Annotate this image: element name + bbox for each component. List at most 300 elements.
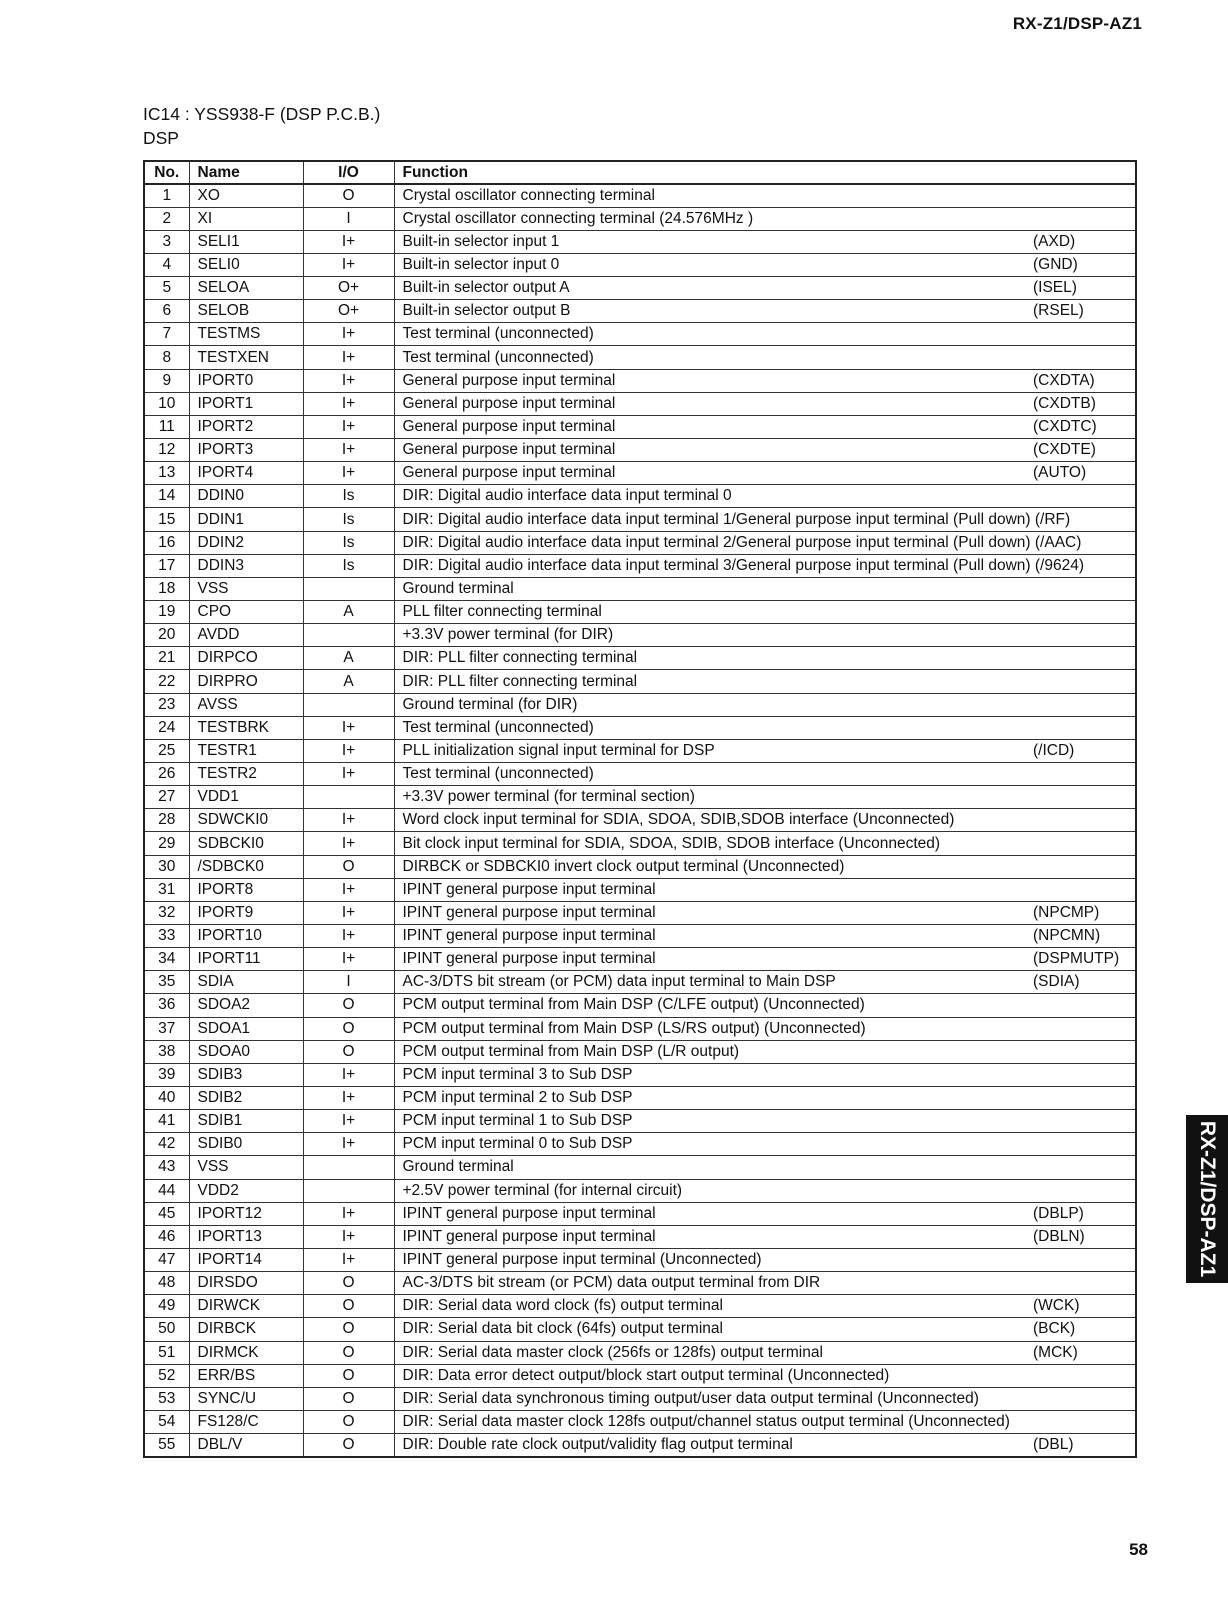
pin-function-wrap xyxy=(403,1205,1128,1223)
pin-io: I+ xyxy=(303,323,394,346)
pin-function-cell xyxy=(394,462,1136,485)
pin-number: 34 xyxy=(144,948,189,971)
pin-function-wrap xyxy=(403,1274,1128,1292)
pin-number: 50 xyxy=(144,1318,189,1341)
table-row xyxy=(144,670,1136,693)
pin-number: 43 xyxy=(144,1156,189,1179)
pin-function-cell xyxy=(394,1017,1136,1040)
pin-number: 47 xyxy=(144,1248,189,1271)
pin-function: DIR: Serial data bit clock (64fs) output terminal xyxy=(402,1320,723,1338)
table-row xyxy=(144,1086,1136,1109)
pin-function-wrap xyxy=(403,626,1128,644)
pin-function: DIR: Data error detect output/block start output terminal (Unconnected) xyxy=(402,1366,890,1384)
pin-function: DIR: Serial data master clock (256fs or 128fs) output terminal xyxy=(402,1343,823,1361)
pin-function-cell xyxy=(394,1341,1136,1364)
table-row xyxy=(144,323,1136,346)
pin-function-cell xyxy=(394,415,1136,438)
pin-io: I xyxy=(303,207,394,230)
table-row xyxy=(144,230,1136,253)
table-row xyxy=(144,1179,1136,1202)
pin-function: DIR: Digital audio interface data input terminal 0 xyxy=(402,487,732,505)
pin-name: SDBCKI0 xyxy=(189,832,303,855)
pin-function-cell xyxy=(394,601,1136,624)
table-row xyxy=(144,878,1136,901)
pin-function-wrap xyxy=(403,1413,1128,1431)
side-tab-label: RX-Z1/DSP-AZ1 xyxy=(1196,1120,1220,1278)
table-row xyxy=(144,485,1136,508)
table-row xyxy=(144,1272,1136,1295)
pin-io: O xyxy=(303,994,394,1017)
table-row xyxy=(144,1434,1136,1457)
pin-signal: (CXDTA) xyxy=(1033,371,1095,389)
pin-name: DIRPRO xyxy=(189,670,303,693)
pin-number: 22 xyxy=(144,670,189,693)
pin-name: CPO xyxy=(189,601,303,624)
pin-number: 11 xyxy=(144,415,189,438)
pin-function-wrap xyxy=(403,1367,1128,1385)
pin-io: A xyxy=(303,670,394,693)
table-row xyxy=(144,1387,1136,1410)
pin-function-cell xyxy=(394,786,1136,809)
pin-io: A xyxy=(303,647,394,670)
pin-io: I+ xyxy=(303,716,394,739)
pin-function-cell xyxy=(394,624,1136,647)
pin-function-cell xyxy=(394,855,1136,878)
pin-function: AC-3/DTS bit stream (or PCM) data output terminal from DIR xyxy=(402,1274,821,1292)
pin-io: I+ xyxy=(303,809,394,832)
pin-number: 4 xyxy=(144,253,189,276)
pin-number: 44 xyxy=(144,1179,189,1202)
pin-name: SDOA0 xyxy=(189,1040,303,1063)
pin-function: DIR: Digital audio interface data input terminal 3/General purpose input terminal (Pull down) (/9624) xyxy=(402,556,1084,574)
table-row xyxy=(144,1318,1136,1341)
pin-name: DIRMCK xyxy=(189,1341,303,1364)
pin-function: General purpose input terminal xyxy=(402,464,616,482)
side-tab xyxy=(1186,1115,1228,1283)
pin-io: O+ xyxy=(303,277,394,300)
pin-function-wrap xyxy=(403,372,1128,390)
pin-number: 36 xyxy=(144,994,189,1017)
pin-function-wrap xyxy=(403,1228,1128,1246)
pin-number: 51 xyxy=(144,1341,189,1364)
pin-number: 46 xyxy=(144,1225,189,1248)
pin-function: PCM input terminal 2 to Sub DSP xyxy=(402,1089,633,1107)
pin-io xyxy=(303,1156,394,1179)
pin-number: 27 xyxy=(144,786,189,809)
pin-name: FS128/C xyxy=(189,1410,303,1433)
pin-function-wrap xyxy=(403,1020,1128,1038)
table-row xyxy=(144,1225,1136,1248)
pin-function-cell xyxy=(394,832,1136,855)
pin-function-wrap xyxy=(403,673,1128,691)
pin-function-wrap xyxy=(403,302,1128,320)
pin-name: SYNC/U xyxy=(189,1387,303,1410)
pin-function: DIR: PLL filter connecting terminal xyxy=(402,649,638,667)
pin-function-wrap xyxy=(403,418,1128,436)
pin-number: 39 xyxy=(144,1063,189,1086)
pin-number: 10 xyxy=(144,392,189,415)
pin-signal: (WCK) xyxy=(1033,1297,1080,1315)
pin-function: DIR: Serial data synchronous timing output/user data output terminal (Unconnected) xyxy=(402,1389,979,1407)
pin-number: 15 xyxy=(144,508,189,531)
table-row xyxy=(144,1410,1136,1433)
pin-function-cell xyxy=(394,1248,1136,1271)
pin-function-table xyxy=(143,160,1137,1458)
pin-function-cell xyxy=(394,716,1136,739)
pin-name: VSS xyxy=(189,577,303,600)
table-row xyxy=(144,832,1136,855)
pin-name: IPORT1 xyxy=(189,392,303,415)
pin-function-wrap xyxy=(403,256,1128,274)
pin-function: PCM input terminal 0 to Sub DSP xyxy=(402,1135,633,1153)
pin-name: SELOB xyxy=(189,300,303,323)
table-row xyxy=(144,1156,1136,1179)
pin-function-wrap xyxy=(403,1320,1128,1338)
pin-io: A xyxy=(303,601,394,624)
pin-name: SDWCKI0 xyxy=(189,809,303,832)
pin-number: 49 xyxy=(144,1295,189,1318)
pin-number: 21 xyxy=(144,647,189,670)
pin-function-wrap xyxy=(403,325,1128,343)
pin-function-wrap xyxy=(403,1158,1128,1176)
pin-function: +3.3V power terminal (for DIR) xyxy=(402,626,614,644)
pin-function-cell xyxy=(394,508,1136,531)
pin-function-cell xyxy=(394,1318,1136,1341)
pin-function-wrap xyxy=(403,187,1128,205)
pin-function: DIR: Double rate clock output/validity flag output terminal xyxy=(402,1435,793,1453)
pin-function-cell xyxy=(394,439,1136,462)
pin-number: 41 xyxy=(144,1110,189,1133)
pin-function: Test terminal (unconnected) xyxy=(402,348,594,366)
pin-name: DDIN1 xyxy=(189,508,303,531)
pin-function-wrap xyxy=(403,557,1128,575)
pin-function-cell xyxy=(394,878,1136,901)
pin-number: 52 xyxy=(144,1364,189,1387)
ic-title: IC14 : YSS938-F (DSP P.C.B.) xyxy=(143,104,381,124)
pin-function-wrap xyxy=(403,719,1128,737)
pin-function: IPINT general purpose input terminal xyxy=(402,1204,656,1222)
pin-number: 40 xyxy=(144,1086,189,1109)
pin-function: PCM output terminal from Main DSP (LS/RS output) (Unconnected) xyxy=(402,1019,866,1037)
pin-function-wrap xyxy=(403,603,1128,621)
pin-function-cell xyxy=(394,1225,1136,1248)
pin-function-cell xyxy=(394,1364,1136,1387)
table-row xyxy=(144,1110,1136,1133)
pin-number: 8 xyxy=(144,346,189,369)
table-row xyxy=(144,1341,1136,1364)
pin-io: I+ xyxy=(303,1248,394,1271)
pin-name: TESTXEN xyxy=(189,346,303,369)
table-row xyxy=(144,994,1136,1017)
pin-signal: (MCK) xyxy=(1033,1343,1078,1361)
col-no-header: No. xyxy=(144,161,189,184)
pin-function: General purpose input terminal xyxy=(402,417,616,435)
pin-name: SELOA xyxy=(189,277,303,300)
pin-function-wrap xyxy=(403,927,1128,945)
table-row xyxy=(144,1364,1136,1387)
pin-number: 26 xyxy=(144,763,189,786)
pin-function: PCM output terminal from Main DSP (L/R output) xyxy=(402,1042,740,1060)
pin-name: ERR/BS xyxy=(189,1364,303,1387)
pin-name: IPORT14 xyxy=(189,1248,303,1271)
pin-io: O xyxy=(303,1410,394,1433)
pin-name: IPORT8 xyxy=(189,878,303,901)
pin-function: DIR: Digital audio interface data input terminal 2/General purpose input terminal (Pull down) (/AAC) xyxy=(402,533,1082,551)
pin-name: IPORT10 xyxy=(189,925,303,948)
pin-io: I+ xyxy=(303,346,394,369)
pin-function: Test terminal (unconnected) xyxy=(402,718,594,736)
table-row xyxy=(144,1248,1136,1271)
pin-function-cell xyxy=(394,901,1136,924)
pin-function-wrap xyxy=(403,1112,1128,1130)
pin-signal: (SDIA) xyxy=(1033,973,1080,991)
pin-io: O xyxy=(303,855,394,878)
pin-io: O xyxy=(303,184,394,207)
table-row xyxy=(144,207,1136,230)
pin-number: 9 xyxy=(144,369,189,392)
pin-function-wrap xyxy=(403,534,1128,552)
pin-function: Ground terminal xyxy=(402,1158,514,1176)
pin-function-wrap xyxy=(403,765,1128,783)
col-function-header: Function xyxy=(394,161,1136,184)
pin-io: Is xyxy=(303,485,394,508)
pin-name: AVSS xyxy=(189,693,303,716)
pin-io: I+ xyxy=(303,1133,394,1156)
pin-function-cell xyxy=(394,693,1136,716)
table-row xyxy=(144,439,1136,462)
pin-function-wrap xyxy=(403,973,1128,991)
pin-number: 18 xyxy=(144,577,189,600)
pin-name: TESTR2 xyxy=(189,763,303,786)
table-row xyxy=(144,693,1136,716)
pin-name: VDD2 xyxy=(189,1179,303,1202)
pin-name: DIRBCK xyxy=(189,1318,303,1341)
pin-io: I+ xyxy=(303,369,394,392)
pin-number: 12 xyxy=(144,439,189,462)
pin-number: 1 xyxy=(144,184,189,207)
table-row xyxy=(144,415,1136,438)
ic-subtitle: DSP xyxy=(143,128,179,148)
pin-io: I+ xyxy=(303,230,394,253)
pin-io xyxy=(303,577,394,600)
pin-number: 42 xyxy=(144,1133,189,1156)
pin-signal: (AUTO) xyxy=(1033,464,1087,482)
pin-signal: (DBLP) xyxy=(1033,1204,1084,1222)
table-row xyxy=(144,971,1136,994)
pin-function-wrap xyxy=(403,1344,1128,1362)
pin-io: I+ xyxy=(303,439,394,462)
pin-name: DDIN2 xyxy=(189,531,303,554)
pin-function: Built-in selector output B xyxy=(402,302,571,320)
pin-signal: (GND) xyxy=(1033,255,1078,273)
pin-io: O xyxy=(303,1295,394,1318)
pin-function: IPINT general purpose input terminal xyxy=(402,927,656,945)
pin-function-wrap xyxy=(403,441,1128,459)
pin-function: Test terminal (unconnected) xyxy=(402,325,594,343)
pin-function-cell xyxy=(394,647,1136,670)
pin-function-cell xyxy=(394,369,1136,392)
pin-name: IPORT12 xyxy=(189,1202,303,1225)
table-row xyxy=(144,392,1136,415)
pin-function: General purpose input terminal xyxy=(402,394,616,412)
pin-number: 29 xyxy=(144,832,189,855)
pin-function-cell xyxy=(394,323,1136,346)
pin-function: IPINT general purpose input terminal xyxy=(402,903,656,921)
pin-io: I+ xyxy=(303,1202,394,1225)
pin-function-cell xyxy=(394,1110,1136,1133)
ic-heading xyxy=(143,102,380,150)
pin-name: SDOA1 xyxy=(189,1017,303,1040)
header-model: RX-Z1/DSP-AZ1 xyxy=(1012,14,1142,33)
pin-function: Test terminal (unconnected) xyxy=(402,765,594,783)
pin-function-cell xyxy=(394,554,1136,577)
pin-number: 30 xyxy=(144,855,189,878)
pin-function-wrap xyxy=(403,649,1128,667)
pin-io: I+ xyxy=(303,1110,394,1133)
pin-function-wrap xyxy=(403,233,1128,251)
pin-io xyxy=(303,624,394,647)
pin-io xyxy=(303,693,394,716)
pin-signal: (CXDTC) xyxy=(1033,417,1097,435)
pin-function-wrap xyxy=(403,811,1128,829)
pin-function-cell xyxy=(394,809,1136,832)
pin-function-cell xyxy=(394,1040,1136,1063)
pin-number: 7 xyxy=(144,323,189,346)
pin-name: SDIB1 xyxy=(189,1110,303,1133)
pin-function: PCM input terminal 3 to Sub DSP xyxy=(402,1065,633,1083)
pin-io xyxy=(303,1179,394,1202)
table-row xyxy=(144,346,1136,369)
pin-io: I+ xyxy=(303,832,394,855)
pin-number: 23 xyxy=(144,693,189,716)
pin-function-cell xyxy=(394,1063,1136,1086)
pin-function: DIRBCK or SDBCKI0 invert clock output terminal (Unconnected) xyxy=(402,857,845,875)
pin-number: 3 xyxy=(144,230,189,253)
table-header xyxy=(144,161,1136,184)
pin-function-wrap xyxy=(403,210,1128,228)
pin-name: IPORT0 xyxy=(189,369,303,392)
pin-io: O xyxy=(303,1318,394,1341)
pin-name: SDOA2 xyxy=(189,994,303,1017)
pin-number: 17 xyxy=(144,554,189,577)
pin-function-cell xyxy=(394,300,1136,323)
pin-function-wrap xyxy=(403,1182,1128,1200)
pin-signal: (DSPMUTP) xyxy=(1033,950,1120,968)
table-row xyxy=(144,739,1136,762)
pin-number: 24 xyxy=(144,716,189,739)
pin-function-cell xyxy=(394,230,1136,253)
pin-function: IPINT general purpose input terminal xyxy=(402,950,656,968)
pin-io: I+ xyxy=(303,392,394,415)
pin-io: I+ xyxy=(303,253,394,276)
pin-name: IPORT13 xyxy=(189,1225,303,1248)
pin-function: PCM input terminal 1 to Sub DSP xyxy=(402,1112,633,1130)
pin-name: IPORT3 xyxy=(189,439,303,462)
pin-function-cell xyxy=(394,277,1136,300)
pin-function: Ground terminal xyxy=(402,579,514,597)
pin-function-cell xyxy=(394,1086,1136,1109)
pin-function-cell xyxy=(394,1387,1136,1410)
table-row xyxy=(144,531,1136,554)
pin-function-wrap xyxy=(403,349,1128,367)
pin-io: O+ xyxy=(303,300,394,323)
pin-name: VDD1 xyxy=(189,786,303,809)
pin-function: Bit clock input terminal for SDIA, SDOA, SDIB, SDOB interface (Unconnected) xyxy=(402,834,941,852)
pin-number: 53 xyxy=(144,1387,189,1410)
pin-function-cell xyxy=(394,1179,1136,1202)
pin-function-cell xyxy=(394,1133,1136,1156)
pin-function-cell xyxy=(394,1410,1136,1433)
pin-signal: (DBL) xyxy=(1033,1435,1074,1453)
pin-function: PLL initialization signal input terminal for DSP xyxy=(402,741,715,759)
col-io-header: I/O xyxy=(303,161,394,184)
pin-io: Is xyxy=(303,508,394,531)
pin-signal: (RSEL) xyxy=(1033,302,1084,320)
pin-function-cell xyxy=(394,577,1136,600)
table-body xyxy=(144,184,1136,1457)
pin-name: SDIA xyxy=(189,971,303,994)
pin-signal: (NPCMP) xyxy=(1033,903,1100,921)
pin-number: 32 xyxy=(144,901,189,924)
pin-io: I+ xyxy=(303,878,394,901)
pin-function-cell xyxy=(394,763,1136,786)
pin-signal: (CXDTE) xyxy=(1033,441,1096,459)
pin-io: I+ xyxy=(303,1086,394,1109)
pin-number: 19 xyxy=(144,601,189,624)
pin-function: DIR: PLL filter connecting terminal xyxy=(402,672,638,690)
col-name-header: Name xyxy=(189,161,303,184)
pin-function: PCM output terminal from Main DSP (C/LFE output) (Unconnected) xyxy=(402,996,865,1014)
pin-signal: (BCK) xyxy=(1033,1320,1076,1338)
pin-number: 13 xyxy=(144,462,189,485)
pin-signal: (/ICD) xyxy=(1033,741,1075,759)
pin-io: O xyxy=(303,1387,394,1410)
pin-number: 31 xyxy=(144,878,189,901)
table-row xyxy=(144,277,1136,300)
pin-function-cell xyxy=(394,948,1136,971)
pin-signal: (DBLN) xyxy=(1033,1227,1085,1245)
pin-function: General purpose input terminal xyxy=(402,441,616,459)
pin-function-wrap xyxy=(403,1089,1128,1107)
pin-function-wrap xyxy=(403,696,1128,714)
pin-name: XI xyxy=(189,207,303,230)
pin-name: XO xyxy=(189,184,303,207)
table-row xyxy=(144,554,1136,577)
pin-name: DIRPCO xyxy=(189,647,303,670)
table-row xyxy=(144,601,1136,624)
table-row xyxy=(144,716,1136,739)
pin-io: I xyxy=(303,971,394,994)
pin-function-cell xyxy=(394,346,1136,369)
pin-function-cell xyxy=(394,1434,1136,1457)
pin-name: TESTMS xyxy=(189,323,303,346)
pin-io: I+ xyxy=(303,925,394,948)
pin-function: Crystal oscillator connecting terminal (24.576MHz ) xyxy=(402,209,754,227)
pin-function: IPINT general purpose input terminal (Unconnected) xyxy=(402,1251,762,1269)
table-row xyxy=(144,763,1136,786)
pin-io: O xyxy=(303,1040,394,1063)
pin-function-wrap xyxy=(403,1251,1128,1269)
pin-number: 48 xyxy=(144,1272,189,1295)
pin-function-wrap xyxy=(403,835,1128,853)
pin-function: Word clock input terminal for SDIA, SDOA, SDIB,SDOB interface (Unconnected) xyxy=(402,811,955,829)
pin-function: DIR: Serial data word clock (fs) output terminal xyxy=(402,1297,723,1315)
pin-function-wrap xyxy=(403,1390,1128,1408)
pin-io: I+ xyxy=(303,462,394,485)
pin-name: DIRWCK xyxy=(189,1295,303,1318)
table-row xyxy=(144,253,1136,276)
pin-function-wrap xyxy=(403,858,1128,876)
